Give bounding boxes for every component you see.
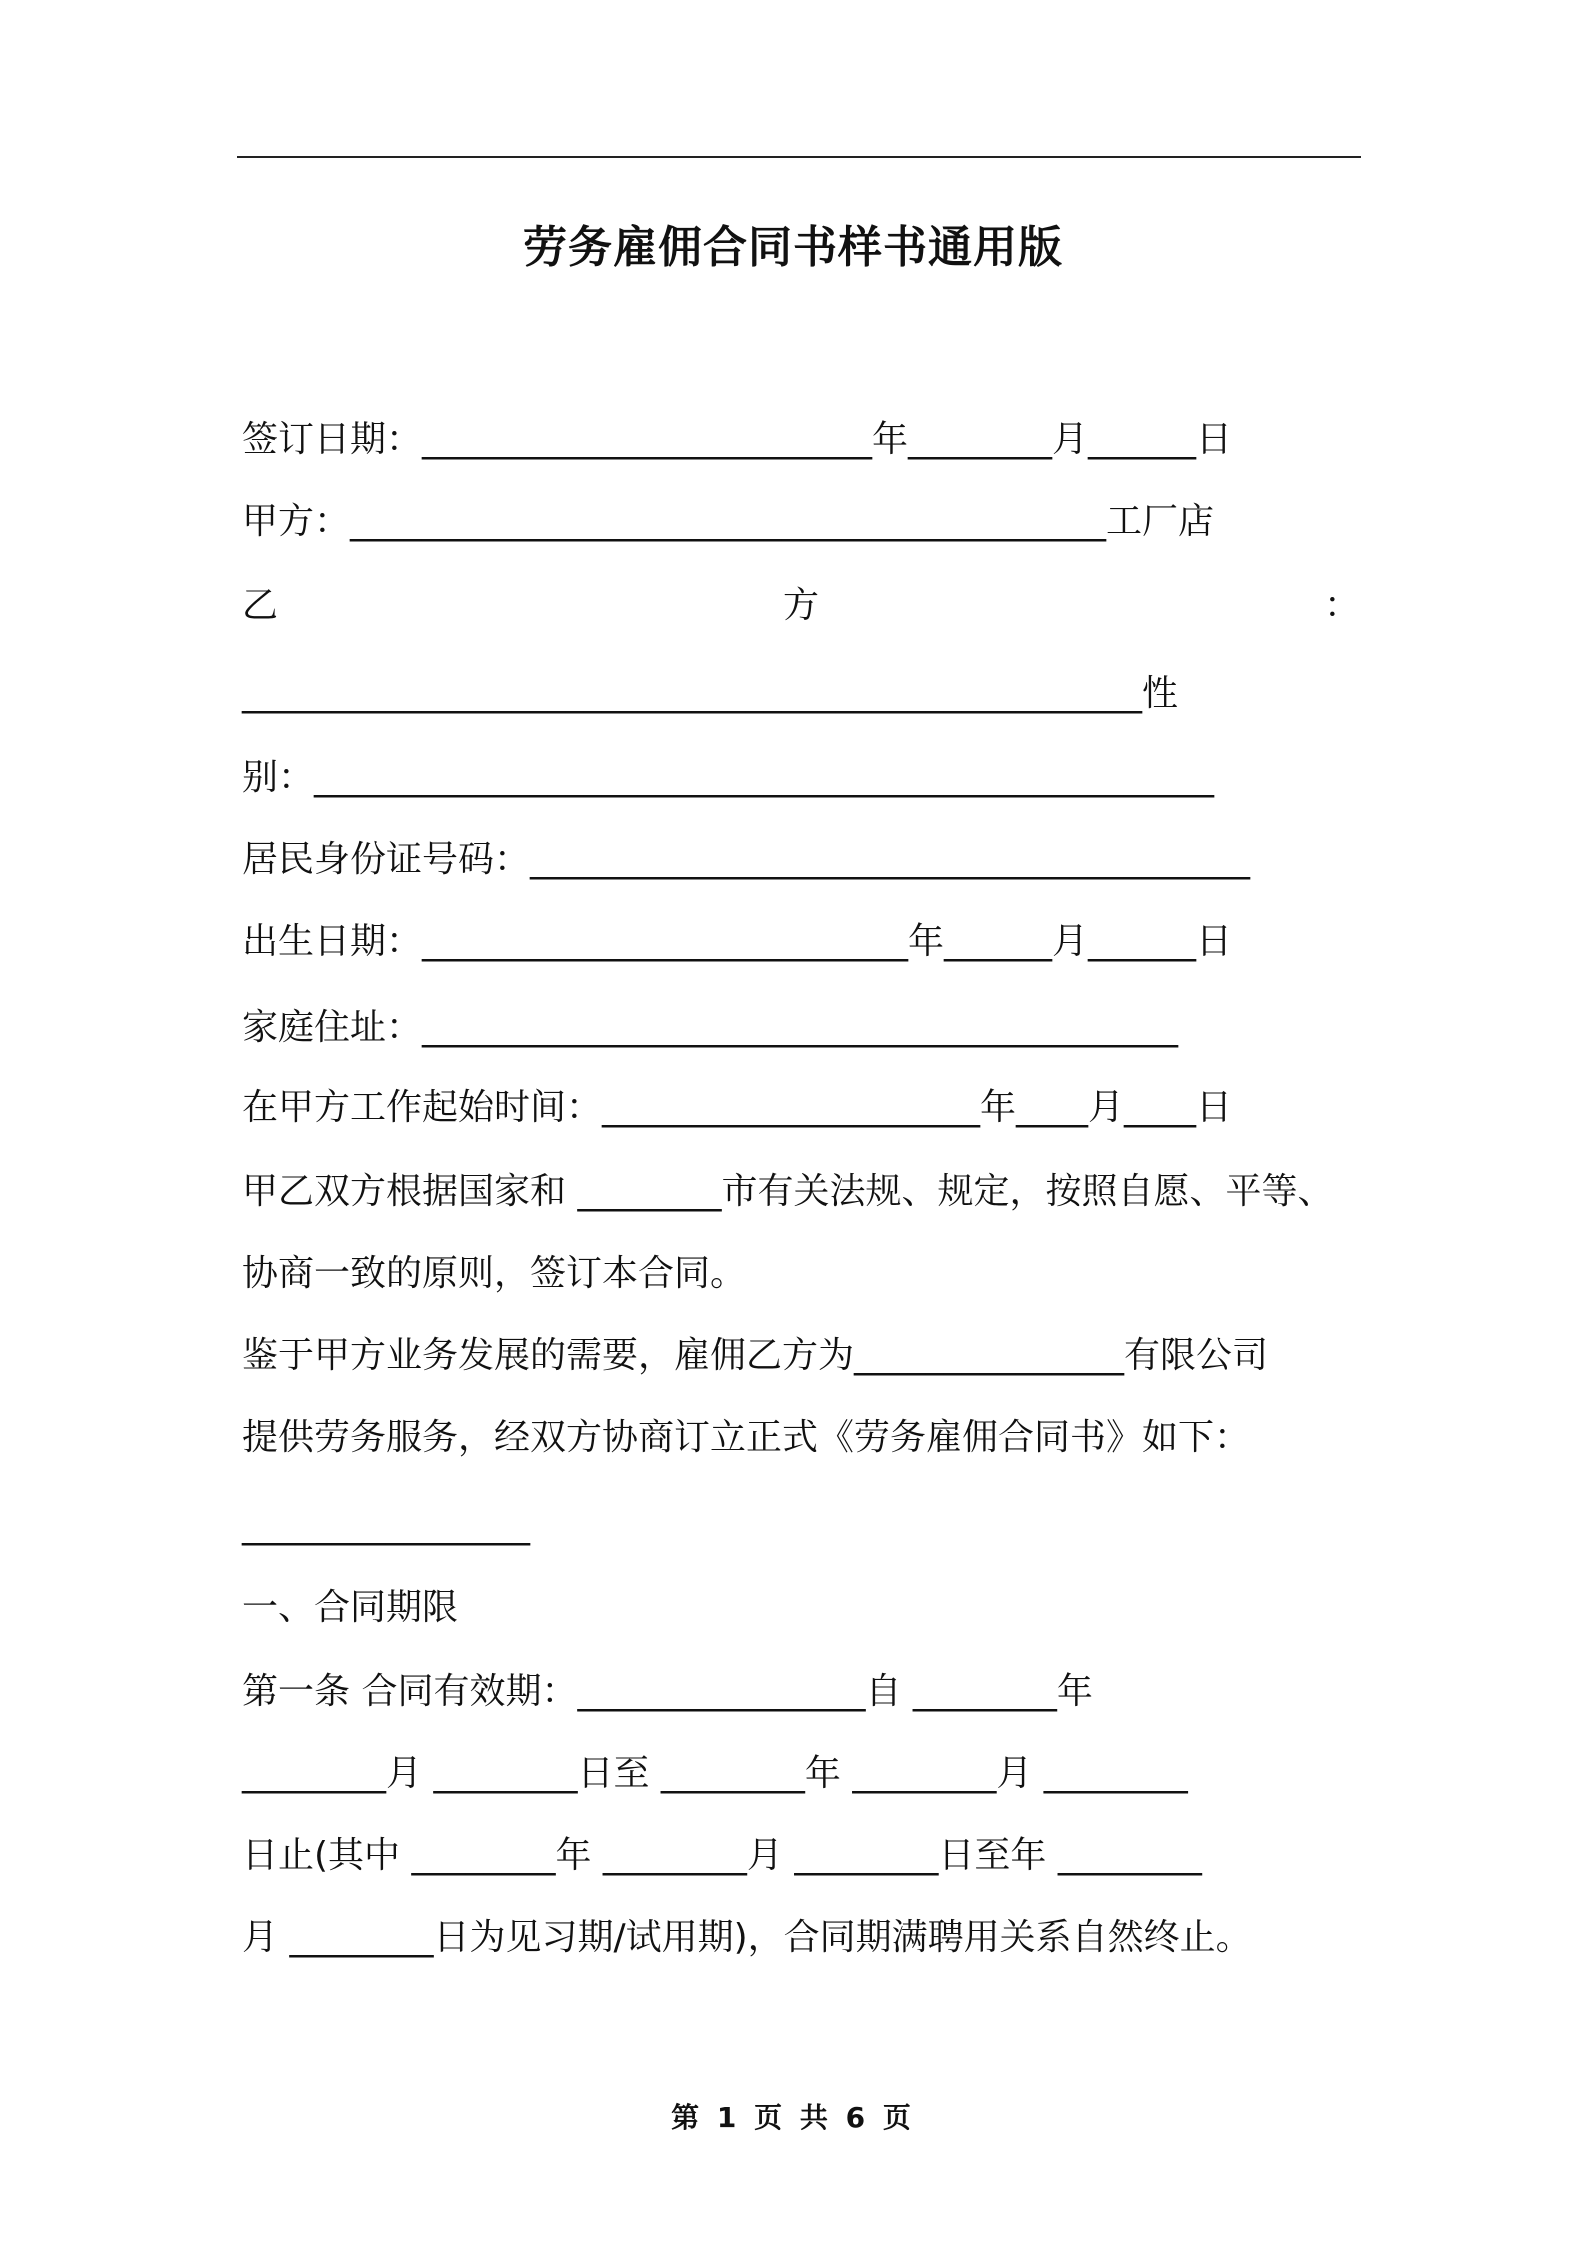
article-1-line-4: 月 ________日为见习期/试用期)，合同期满聘用关系自然终止。 xyxy=(242,1917,1252,1958)
party-a-line: 甲方：__________________________________________工厂店 xyxy=(242,501,1215,542)
party-b-blank-line: __________________________________________________性 xyxy=(242,673,1178,714)
purpose-line-1: 鉴于甲方业务发展的需要，雇佣乙方为_______________有限公司 xyxy=(242,1335,1269,1376)
signing-date-line: 签订日期：_________________________年________月______日 xyxy=(242,419,1233,460)
home-address-line: 家庭住址：__________________________________________ xyxy=(242,1007,1179,1048)
document-title: 劳务雇佣合同书样书通用版 xyxy=(523,222,1063,273)
short-blank-line: ________________ xyxy=(242,1505,530,1546)
gender-line: 别：__________________________________________________ xyxy=(242,757,1214,798)
party-b-char-1: 乙 xyxy=(242,585,279,626)
section-heading: 一、合同期限 xyxy=(242,1587,459,1628)
article-1-line-3: 日止(其中 ________年 ________月 ________日至年 ________ xyxy=(242,1835,1202,1876)
birth-date-line: 出生日期：___________________________年______月______日 xyxy=(242,921,1233,962)
article-1-line-2: ________月 ________日至 ________年 ________月 ________ xyxy=(242,1753,1188,1794)
party-b-char-2: 方 xyxy=(782,585,819,626)
article-1-line-1: 第一条 合同有效期：________________自 ________年 xyxy=(242,1671,1093,1712)
basis-line-1: 甲乙双方根据国家和 ________市有关法规、规定，按照自愿、平等、 xyxy=(242,1171,1334,1212)
id-number-line: 居民身份证号码：________________________________________ xyxy=(242,839,1251,880)
party-b-line xyxy=(242,580,1360,632)
party-b-colon: ： xyxy=(1323,585,1360,626)
header-rule xyxy=(237,156,1361,158)
purpose-line-2: 提供劳务服务，经双方协商订立正式《劳务雇佣合同书》如下： xyxy=(242,1417,1251,1458)
page-number: 第 1 页 共 6 页 xyxy=(671,2101,915,2134)
basis-line-2: 协商一致的原则，签订本合同。 xyxy=(242,1253,747,1294)
work-start-line: 在甲方工作起始时间：_____________________年____月____日 xyxy=(242,1087,1233,1128)
